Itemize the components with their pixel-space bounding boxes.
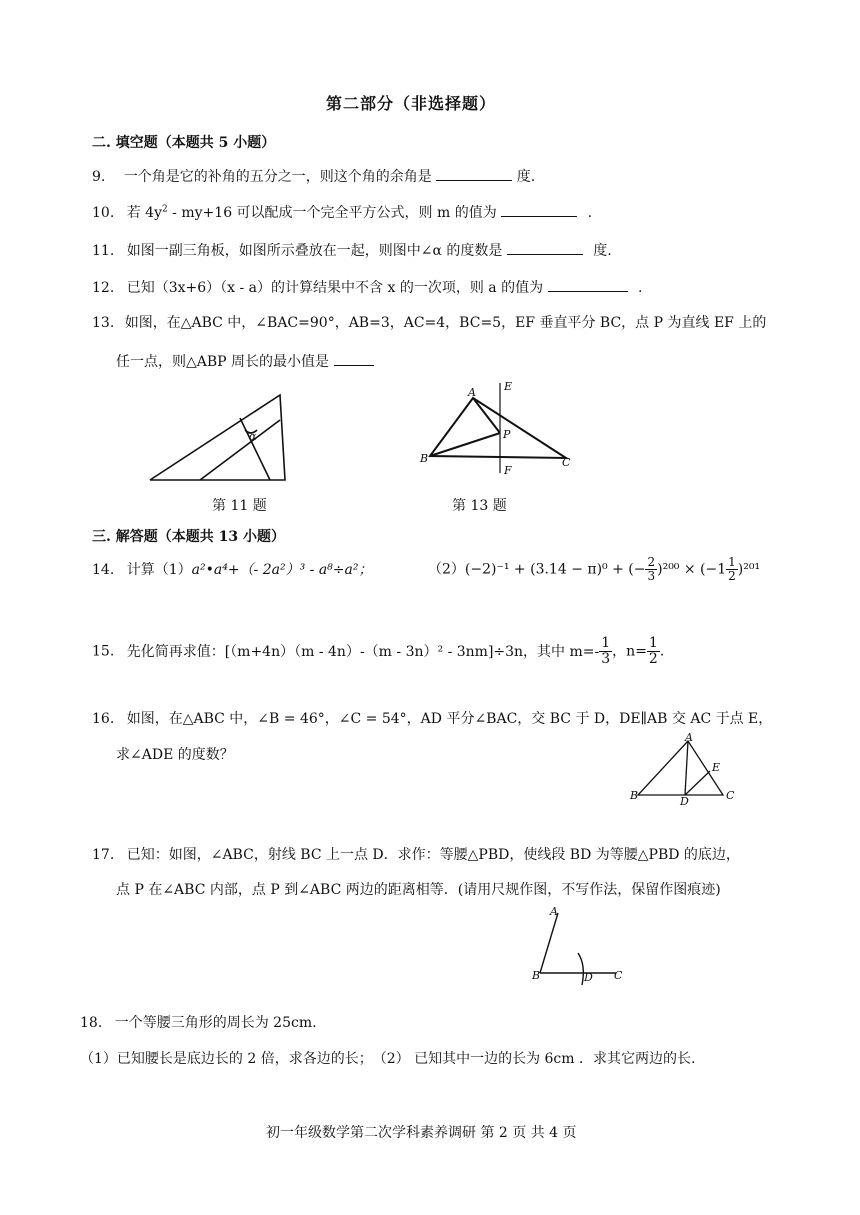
question-text: ，n=: [612, 643, 647, 660]
figure-16: [628, 731, 738, 808]
question-11: [92, 240, 612, 260]
label-c: C: [614, 969, 623, 982]
question-16: [92, 710, 772, 728]
question-9: [92, 166, 535, 186]
segment-ap: [473, 398, 500, 433]
question-10: [92, 202, 592, 222]
exponent: 2: [162, 204, 168, 215]
question-14: [92, 561, 373, 579]
question-12: [92, 277, 642, 297]
label-f: F: [504, 464, 512, 477]
figure-11: [145, 390, 295, 485]
question-suffix: 度.: [516, 169, 536, 185]
construction-arc: [578, 953, 583, 985]
label-p: P: [503, 428, 511, 441]
question-13: [92, 314, 766, 332]
page-footer: 初一年级数学第二次学科素养调研 第 2 页 共 4 页: [266, 1125, 577, 1141]
label-b: B: [420, 452, 429, 465]
alpha-label: α: [249, 430, 257, 443]
question-13-line2: [116, 351, 374, 371]
label-a: A: [685, 731, 693, 744]
question-17-line2: 点 P 在∠ABC 内部，点 P 到∠ABC 两边的距离相等．(请用尺规作图，不写作法，保留作图痕迹): [116, 882, 721, 898]
question-number: 17.: [92, 847, 115, 863]
question-text: 先化简再求值：[（m+4n）（m - 4n）-（m - 3n）² - 3nm]÷3n，其中 m=-: [126, 643, 600, 660]
expression: (−2)⁻¹ + (3.14 − π)⁰ + (−: [464, 561, 646, 578]
answer-blank[interactable]: [548, 277, 628, 292]
question-text: 如图，在△ABC 中，∠B = 46°，∠C = 54°，AD 平分∠BAC，交 BC 于 D，DE∥AB 交 AC 于点 E，: [126, 711, 773, 727]
segment-bp: [430, 433, 500, 456]
question-suffix: 度.: [593, 243, 612, 259]
question-number: 14.: [92, 562, 115, 578]
question-18-parts: （1）已知腰长是底边长的 2 倍，求各边的长； （2） 已知其中一边的长为 6cm ．求其它两边的长.: [80, 1051, 696, 1067]
figure-17: [528, 905, 628, 990]
label-c: C: [562, 456, 571, 469]
question-text: 已知：如图，∠ABC，射线 BC 上一点 D．求作：等腰△PBD，使线段 BD 为等腰△PBD 的底边，: [126, 847, 740, 863]
figure-13: [418, 378, 578, 478]
fraction-m: $\frac{1}{3}$: [601, 635, 611, 667]
question-number: 12.: [92, 280, 115, 296]
answer-blank[interactable]: [507, 240, 583, 255]
question-suffix: .: [587, 205, 593, 221]
question-number: 18.: [80, 1015, 103, 1031]
question-text: 一个等腰三角形的周长为 25cm.: [114, 1015, 317, 1031]
question-text: 如图，在△ABC 中，∠BAC=90°，AB=3，AC=4，BC=5，EF 垂直平分 BC，点 P 为直线 EF 上的: [124, 315, 767, 331]
question-number: 15.: [92, 643, 115, 660]
figure-13-caption: 第 13 题: [452, 498, 507, 514]
label-a: A: [468, 386, 476, 399]
question-number: 13.: [92, 315, 115, 331]
fraction: $\frac{2}{3}$: [647, 555, 656, 583]
question-text-a: 若 4y: [126, 205, 162, 221]
label-c: C: [726, 789, 735, 802]
question-number: 11.: [92, 243, 115, 259]
section-3-heading: 三. 解答题（本题共 13 小题）: [92, 529, 285, 545]
triangle-abc: [638, 741, 723, 795]
label-e: E: [504, 380, 513, 393]
question-number: 10.: [92, 205, 115, 221]
part-1-expression: a²•a⁴+（- 2a²）³ - a⁸÷a²；: [191, 562, 373, 578]
figure-11-caption: 第 11 题: [212, 498, 267, 514]
fraction-n: $\frac{1}{2}$: [648, 635, 658, 667]
question-18: [80, 1014, 317, 1032]
part-2-label: （2）: [428, 561, 465, 578]
question-17: [92, 846, 740, 864]
label-b: B: [532, 969, 541, 982]
question-16-line2: 求∠ADE 的度数？: [116, 747, 234, 763]
part-1-label: 计算（1）: [126, 562, 192, 578]
part-title: 第二部分（非选择题）: [326, 94, 497, 113]
expression: )²⁰⁰ × (−1: [657, 561, 727, 578]
fraction: $\frac{1}{2}$: [728, 555, 736, 583]
question-text-b: - my+16 可以配成一个完全平方公式，则 m 的值为: [167, 205, 497, 221]
label-d: D: [584, 971, 593, 984]
question-number: 16.: [92, 711, 115, 727]
triangle-2-side: [200, 420, 280, 480]
label-b: B: [630, 789, 639, 802]
ray-ba: [540, 913, 558, 973]
label-d: D: [680, 795, 689, 808]
answer-blank[interactable]: [334, 351, 374, 366]
expression: )²⁰¹: [737, 561, 761, 578]
question-suffix: .: [659, 643, 665, 660]
question-15: [92, 636, 664, 667]
question-number: 9.: [92, 169, 106, 185]
question-text: 已知（3x+6）（x - a）的计算结果中不含 x 的一次项，则 a 的值为: [126, 280, 544, 296]
question-text: 一个角是它的补角的五分之一，则这个角的余角是: [123, 169, 432, 185]
answer-blank[interactable]: [501, 202, 577, 217]
question-text: 任一点，则△ABP 周长的最小值是: [116, 354, 330, 370]
segment-ad: [685, 741, 688, 795]
section-2-heading: 二. 填空题（本题共 5 小题）: [92, 135, 276, 151]
label-e: E: [712, 761, 721, 774]
question-text: 如图一副三角板，如图所示叠放在一起，则图中∠α 的度数是: [126, 243, 503, 259]
answer-blank[interactable]: [436, 166, 512, 181]
triangle-2-side: [240, 418, 270, 480]
question-14-part-2: [428, 556, 760, 583]
question-suffix: .: [637, 280, 643, 296]
segment-de: [685, 771, 710, 795]
label-a: A: [550, 905, 558, 918]
